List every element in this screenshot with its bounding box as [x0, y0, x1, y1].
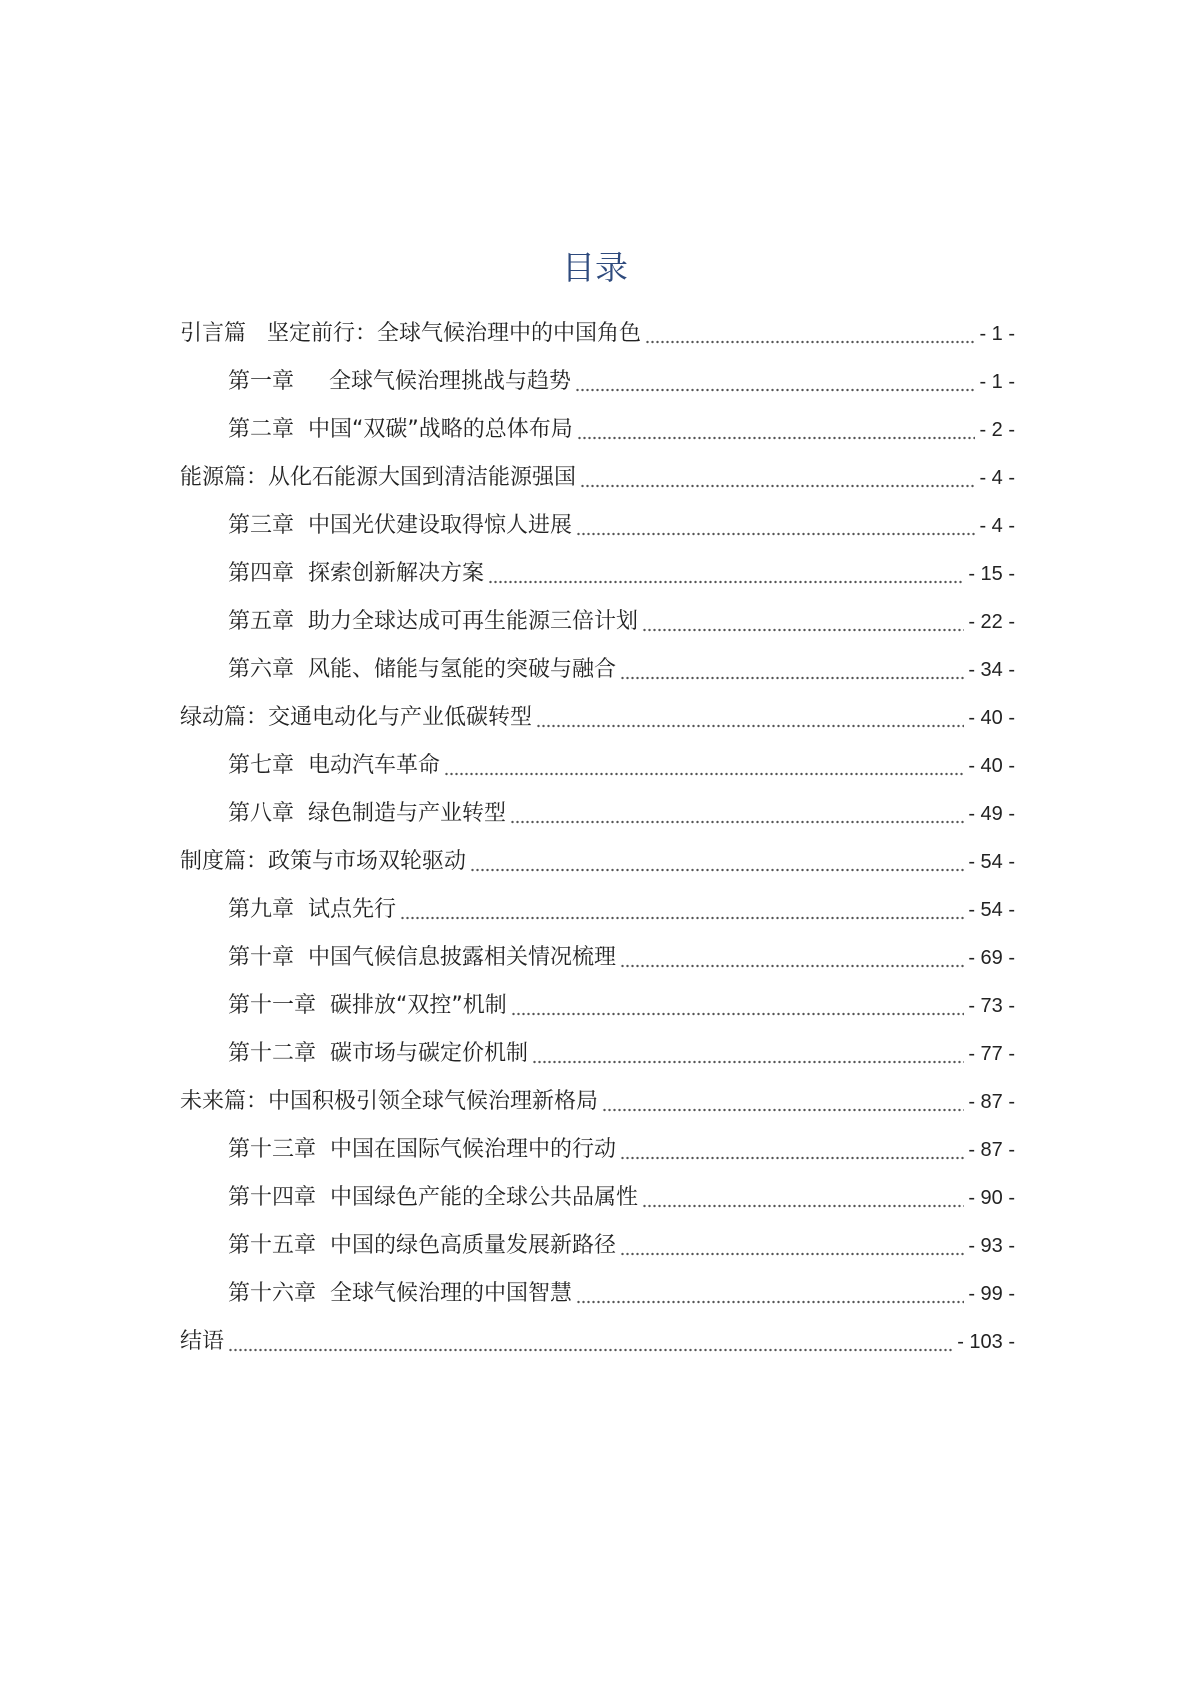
dot-leader — [470, 868, 964, 872]
toc-entry-text: 第十六章 全球气候治理的中国智慧 — [228, 1281, 572, 1306]
toc-page-number: - 22 - — [968, 611, 1015, 633]
toc-page-number: - 4 - — [979, 467, 1015, 489]
toc-entry[interactable] — [180, 550, 1015, 598]
toc-entry-text: 第八章 绿色制造与产业转型 — [228, 801, 506, 826]
toc-entry[interactable] — [180, 1174, 1015, 1222]
toc-page-number: - 90 - — [968, 1187, 1015, 1209]
dot-leader — [400, 916, 964, 920]
toc-page-number: - 99 - — [968, 1283, 1015, 1305]
toc-entry-text: 制度篇：政策与市场双轮驱动 — [180, 849, 467, 874]
dot-leader — [532, 1060, 964, 1064]
dot-leader — [602, 1108, 964, 1112]
toc-entry[interactable] — [180, 1078, 1015, 1126]
toc-entry-text: 第十一章 碳排放“双控”机制 — [228, 993, 507, 1018]
toc-entry-text: 第四章 探索创新解决方案 — [228, 561, 484, 586]
toc-entry-text: 引言篇 坚定前行：全球气候治理中的中国角色 — [180, 321, 641, 346]
toc-entry[interactable] — [180, 742, 1015, 790]
toc-page-number: - 87 - — [968, 1139, 1015, 1161]
toc-page-number: - 54 - — [968, 899, 1015, 921]
toc-entry-text: 第一章 全球气候治理挑战与趋势 — [228, 369, 571, 394]
dot-leader — [580, 484, 975, 488]
toc-entry-text: 绿动篇：交通电动化与产业低碳转型 — [180, 705, 533, 730]
dot-leader — [620, 1156, 964, 1160]
toc-entry[interactable] — [180, 838, 1015, 886]
toc-page-number: - 4 - — [979, 515, 1015, 537]
toc-entry[interactable] — [180, 358, 1015, 406]
dot-leader — [488, 580, 964, 584]
toc-entry[interactable] — [180, 406, 1015, 454]
toc-page-number: - 2 - — [979, 419, 1015, 441]
toc-page-number: - 34 - — [968, 659, 1015, 681]
toc-page-number: - 40 - — [968, 707, 1015, 729]
toc-entry-text: 第十四章 中国绿色产能的全球公共品属性 — [228, 1185, 638, 1210]
dot-leader — [576, 1300, 964, 1304]
toc-entry[interactable] — [180, 1030, 1015, 1078]
toc-entry[interactable] — [180, 1270, 1015, 1318]
dot-leader — [228, 1348, 953, 1352]
toc-entry[interactable] — [180, 886, 1015, 934]
dot-leader — [536, 724, 964, 728]
toc-entry-text: 第二章 中国“双碳”战略的总体布局 — [228, 417, 573, 442]
toc-entry-text: 第十五章 中国的绿色高质量发展新路径 — [228, 1233, 616, 1258]
toc-entry-text: 第六章 风能、储能与氢能的突破与融合 — [228, 657, 616, 682]
dot-leader — [645, 340, 975, 344]
toc-page-number: - 40 - — [968, 755, 1015, 777]
toc-page-number: - 103 - — [957, 1331, 1015, 1353]
toc-entry-text: 第五章 助力全球达成可再生能源三倍计划 — [228, 609, 638, 634]
toc-entry[interactable] — [180, 1318, 1015, 1366]
toc-entry[interactable] — [180, 982, 1015, 1030]
toc-entry[interactable] — [180, 454, 1015, 502]
toc-entry[interactable] — [180, 790, 1015, 838]
toc-entry-text: 结语 — [180, 1329, 225, 1354]
toc-page-number: - 69 - — [968, 947, 1015, 969]
toc-page-number: - 49 - — [968, 803, 1015, 825]
dot-leader — [511, 1012, 965, 1016]
toc-entry[interactable] — [180, 646, 1015, 694]
toc-page-number: - 93 - — [968, 1235, 1015, 1257]
toc-entry-text: 第十章 中国气候信息披露相关情况梳理 — [228, 945, 616, 970]
dot-leader — [642, 628, 964, 632]
dot-leader — [620, 1252, 964, 1256]
toc-entry[interactable] — [180, 598, 1015, 646]
toc-entry-text: 未来篇：中国积极引领全球气候治理新格局 — [180, 1089, 599, 1114]
dot-leader — [444, 772, 964, 776]
toc-entry[interactable] — [180, 934, 1015, 982]
dot-leader — [577, 436, 976, 440]
toc-entry-text: 能源篇：从化石能源大国到清洁能源强国 — [180, 465, 577, 490]
toc-title: 目录 — [562, 248, 628, 287]
toc-entry[interactable] — [180, 694, 1015, 742]
toc-page-number: - 1 - — [979, 371, 1015, 393]
toc-entry-text: 第十三章 中国在国际气候治理中的行动 — [228, 1137, 616, 1162]
toc-entry[interactable] — [180, 310, 1015, 358]
toc-entry-text: 第三章 中国光伏建设取得惊人进展 — [228, 513, 572, 538]
toc-page-number: - 77 - — [968, 1043, 1015, 1065]
dot-leader — [642, 1204, 964, 1208]
toc-page-number: - 1 - — [979, 323, 1015, 345]
toc-entry[interactable] — [180, 1222, 1015, 1270]
dot-leader — [576, 532, 975, 536]
toc-entry-text: 第九章 试点先行 — [228, 897, 396, 922]
dot-leader — [620, 964, 964, 968]
toc-page-number: - 87 - — [968, 1091, 1015, 1113]
toc-entry[interactable] — [180, 502, 1015, 550]
toc-entry[interactable] — [180, 1126, 1015, 1174]
dot-leader — [620, 676, 964, 680]
dot-leader — [575, 388, 975, 392]
toc-list — [180, 310, 1015, 1366]
toc-page-number: - 73 - — [968, 995, 1015, 1017]
toc-entry-text: 第十二章 碳市场与碳定价机制 — [228, 1041, 528, 1066]
toc-page-number: - 54 - — [968, 851, 1015, 873]
toc-page-number: - 15 - — [968, 563, 1015, 585]
toc-entry-text: 第七章 电动汽车革命 — [228, 753, 440, 778]
dot-leader — [510, 820, 964, 824]
